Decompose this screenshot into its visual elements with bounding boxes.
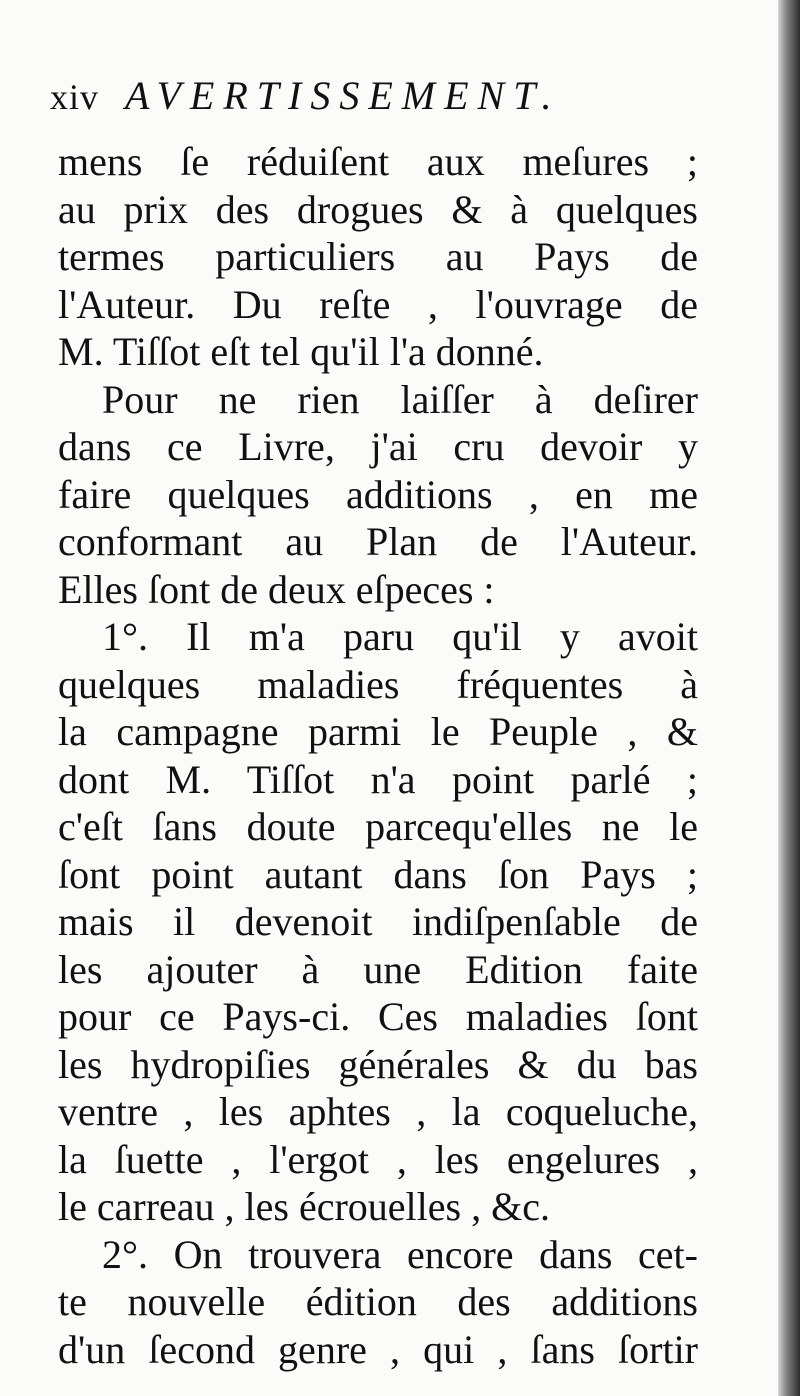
text-line: Elles ſont de deux eſpeces : <box>58 566 495 612</box>
page-edge-shadow <box>778 0 800 1396</box>
text-line: mais il devenoit indiſpenſable de <box>58 899 698 944</box>
text-line: la ſuette , l'ergot , les engelures , <box>58 1136 698 1182</box>
running-head-title: AVERTISSEMENT. <box>125 73 561 118</box>
text-line: la campagne parmi le Peuple , & <box>58 709 698 754</box>
text-line: M. Tiſſot eſt tel qu'il l'a donné. <box>58 329 544 374</box>
text-line: au prix des drogues & à quelques <box>58 186 698 232</box>
paragraph-start-line: 1°. Il m'a paru qu'il y avoit <box>102 614 698 659</box>
text-line: les ajouter à une Edition faite <box>58 946 698 992</box>
text-line: pour ce Pays-ci. Ces maladies ſont <box>58 994 698 1039</box>
text-line: mens ſe réduiſent aux meſures ; <box>58 139 698 184</box>
running-head <box>50 72 560 119</box>
page-number: xiv <box>50 77 100 117</box>
text-line: conformant au Plan de l'Auteur. <box>58 519 698 564</box>
text-line: ſont point autant dans ſon Pays ; <box>58 851 698 897</box>
text-line: quelques maladies fréquentes à <box>58 661 698 707</box>
text-line: le carreau , les écrouelles , &c. <box>58 1184 550 1229</box>
body-text <box>58 138 698 1373</box>
paragraph-start-line: 2°. On trouvera encore dans cet- <box>102 1231 698 1277</box>
text-line: ventre , les aphtes , la coqueluche, <box>58 1089 698 1134</box>
text-line: faire quelques additions , en me <box>58 471 698 517</box>
paragraph-start-line: Pour ne rien laiſſer à deſirer <box>102 376 698 422</box>
text-line: dans ce Livre, j'ai cru devoir y <box>58 424 698 469</box>
text-line: dont M. Tiſſot n'a point parlé ; <box>58 756 698 802</box>
text-line: d'un ſecond genre , qui , ſans ſortir <box>58 1326 698 1372</box>
text-line: l'Auteur. Du reſte , l'ouvrage de <box>58 281 698 327</box>
text-line: te nouvelle édition des additions <box>58 1279 698 1324</box>
text-line: les hydropiſies générales & du bas <box>58 1041 698 1087</box>
text-line: c'eſt ſans doute parcequ'elles ne le <box>58 804 698 849</box>
text-line: termes particuliers au Pays de <box>58 234 698 279</box>
